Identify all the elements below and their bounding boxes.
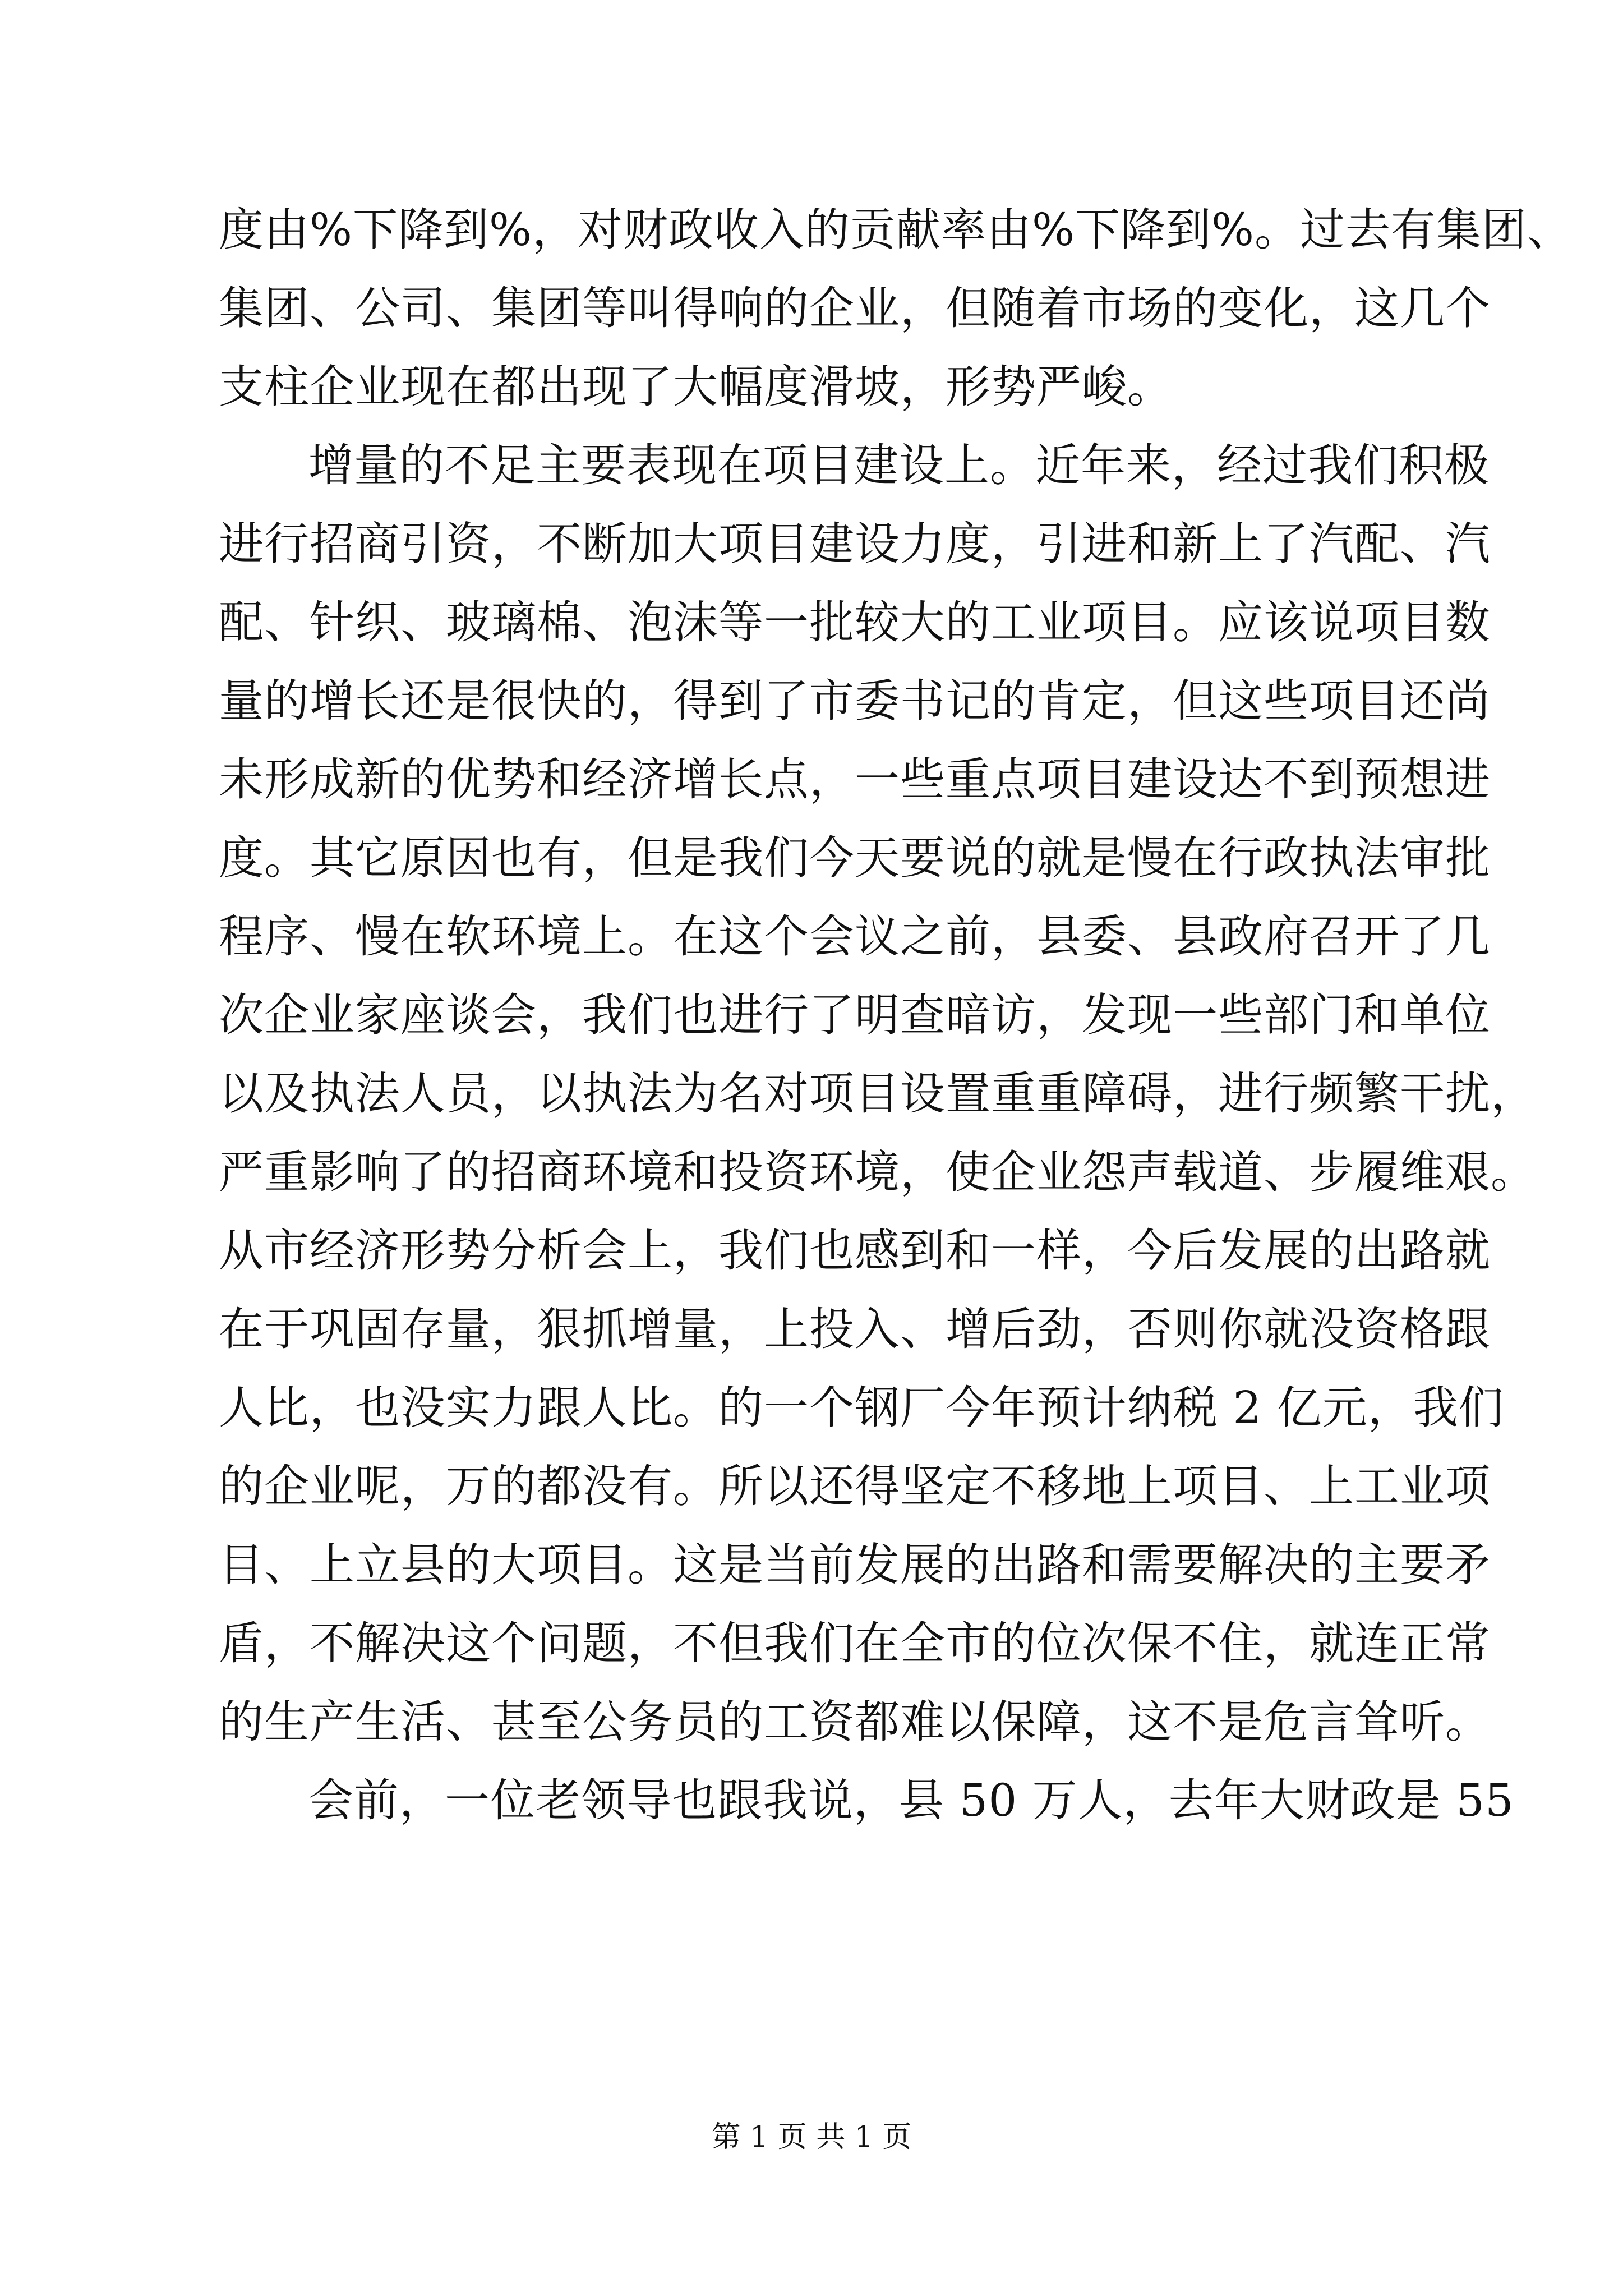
text-line: 严重影响了的招商环境和投资环境，使企业怨声载道、步履维艰。: [219, 1146, 1536, 1198]
text-line: 的生产生活、甚至公务员的工资都难以保障，这不是危言耸听。: [219, 1696, 1491, 1748]
text-line: 未形成新的优势和经济增长点，一些重点项目建设达不到预想进: [219, 753, 1491, 806]
text-line: 目、上立县的大项目。这是当前发展的出路和需要解决的主要矛: [219, 1539, 1491, 1591]
text-line: 次企业家座谈会，我们也进行了明查暗访，发现一些部门和单位: [219, 989, 1491, 1041]
text-line: 支柱企业现在都出现了大幅度滑坡，形势严峻。: [219, 361, 1173, 413]
text-line: 在于巩固存量，狠抓增量，上投入、增后劲，否则你就没资格跟: [219, 1303, 1491, 1355]
page-number-footer: 第 1 页 共 1 页: [711, 2120, 912, 2154]
paragraph-first-line: 增量的不足主要表现在项目建设上。近年来，经过我们积极: [308, 439, 1490, 491]
text-line: 的企业呢，万的都没有。所以还得坚定不移地上项目、上工业项: [219, 1460, 1491, 1512]
text-line: 以及执法人员，以执法为名对项目设置重重障碍，进行频繁干扰，: [219, 1068, 1536, 1120]
text-line: 集团、公司、集团等叫得响的企业，但随着市场的变化，这几个: [219, 282, 1491, 334]
text-line: 人比，也没实力跟人比。的一个钢厂今年预计纳税 2 亿元，我们: [219, 1382, 1504, 1434]
paragraph-first-line: 会前，一位老领导也跟我说，县 50 万人，去年大财政是 55: [308, 1774, 1514, 1826]
text-line: 盾，不解决这个问题，不但我们在全市的位次保不住，就连正常: [219, 1617, 1491, 1669]
text-line: 度。其它原因也有，但是我们今天要说的就是慢在行政执法审批: [219, 832, 1491, 884]
text-line: 配、针织、玻璃棉、泡沫等一批较大的工业项目。应该说项目数: [219, 596, 1491, 648]
text-line: 度由%下降到%，对财政收入的贡献率由%下降到%。过去有集团、: [219, 204, 1573, 256]
text-line: 程序、慢在软环境上。在这个会议之前，县委、县政府召开了几: [219, 910, 1491, 963]
text-line: 从市经济形势分析会上，我们也感到和一样，今后发展的出路就: [219, 1225, 1491, 1277]
text-line: 量的增长还是很快的，得到了市委书记的肯定，但这些项目还尚: [219, 675, 1491, 727]
text-line: 进行招商引资，不断加大项目建设力度，引进和新上了汽配、汽: [219, 518, 1491, 570]
